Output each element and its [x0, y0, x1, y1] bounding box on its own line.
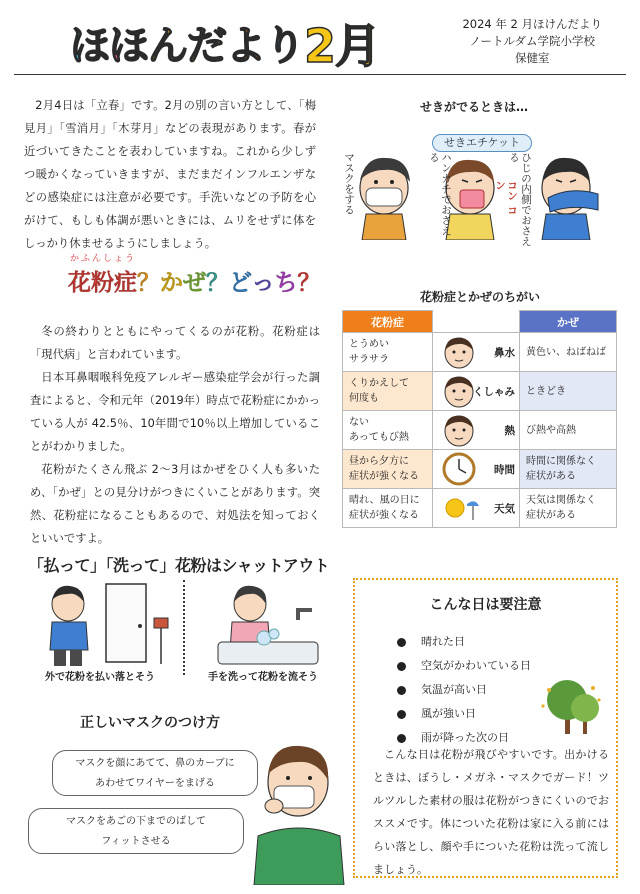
title-char: 月	[335, 19, 381, 73]
kafun-cell-line: 昼から夕方に	[349, 456, 409, 467]
kafun-cell-line: 症状が強くなる	[349, 510, 419, 521]
caution-body: こんな日は花粉が飛びやすいです。出かけるときは、ぼうし・メガネ・マスクでガード！ツルツルした素材の服は花粉がつきにくいのでおススメです。体についた花粉は家に入る前にはらい落とし、顔や手についた花粉は洗って流しましょう。	[373, 748, 609, 876]
mask-tip-bubble-2	[28, 808, 244, 854]
caution-item: 雨が降った次の日	[397, 726, 531, 750]
brush-off-illustration	[40, 580, 180, 670]
kafun-heading	[68, 264, 321, 297]
title-char: よ	[226, 23, 265, 69]
title-char: り	[265, 23, 304, 69]
school-name: ノートルダム学院小学校	[469, 34, 596, 48]
header-kaze: かぜ	[520, 311, 617, 333]
caution-box	[353, 578, 618, 878]
mask-boy-illustration	[252, 740, 347, 885]
caution-item: 空気がかわいている日	[397, 654, 531, 678]
sun-icon	[439, 490, 479, 526]
kafun-cell	[343, 333, 433, 372]
caution-list	[397, 630, 531, 750]
kafun-heading-part: ど	[229, 270, 252, 296]
handkerchief-child-illustration	[446, 160, 494, 240]
kafun-paragraph-2: 日本耳鼻咽喉科免疫アレルギー感染症学会が行った調査によると、令和元年（2019年）時点で花粉症にかかっている人が 42.5％、10年間で10％以上増加していることがわかりました。	[30, 371, 320, 453]
kaze-cell-line: 症状がある	[526, 510, 576, 521]
kafun-heading-part: ぜ	[183, 270, 206, 296]
title-char: ほ	[70, 23, 109, 69]
title-char: 2	[304, 19, 336, 73]
header-info	[462, 16, 602, 67]
etiquette-label: せきエチケット	[432, 134, 532, 152]
kafun-heading-part: ち	[274, 270, 298, 296]
title-char: ほ	[109, 23, 148, 69]
kafun-cell-line: ない	[349, 417, 369, 428]
kaze-cell-line: 黄色い、ねばねば	[526, 346, 606, 358]
kaze-cell	[520, 333, 617, 372]
kafun-cell	[343, 450, 433, 489]
symptom-label: くしゃみ	[473, 386, 515, 398]
compare-row	[343, 489, 617, 528]
kaze-cell	[520, 372, 617, 411]
kafun-paragraph-3: 花粉がたくさん飛ぶ 2～3月はかぜをひく人も多いため、「かぜ」との見分けがつきにくいことがあります。突然、花粉症になることもあるので、対処法を知っておくといいですよ。	[30, 463, 320, 545]
kafun-cell-line: サラサラ	[349, 354, 389, 365]
kafun-reading: かふんしょう	[70, 254, 137, 264]
hand-wash-illustration	[200, 580, 330, 670]
mask-tip-2-line-2: フィットさせる	[101, 836, 171, 847]
clock-icon	[439, 451, 479, 487]
mask-child-illustration	[360, 158, 410, 240]
caution-item: 晴れた日	[397, 630, 531, 654]
kaze-cell-line: 天気は関係なく	[526, 495, 596, 506]
symptom-cell	[433, 372, 520, 411]
header-rule	[14, 74, 626, 75]
date-line: 2024 年 2 月ほけんだより	[462, 17, 602, 31]
tree-pollen-illustration	[535, 676, 605, 736]
elbow-child-illustration	[542, 158, 598, 240]
face-icon	[439, 412, 479, 448]
kafun-heading-part: か	[160, 270, 183, 296]
cough-illustrations	[352, 150, 622, 240]
compare-row	[343, 450, 617, 489]
shatto-heading: 「払って」「洗って」花粉はシャットアウト	[28, 556, 330, 575]
symptom-label: 熱	[504, 425, 515, 437]
kaze-cell	[520, 450, 617, 489]
symptom-cell	[433, 333, 520, 372]
caution-item: 気温が高い日	[397, 678, 531, 702]
mask-tip-bubble-1	[52, 750, 258, 796]
caption-hand-wash: 手を洗って花粉を流そう	[208, 672, 318, 683]
office-name: 保健室	[514, 51, 550, 65]
symptom-label: 天気	[494, 503, 515, 515]
intro-paragraph: 2月4日は「立春」です。2月の別の言い方として、「梅見月」「雪消月」「木芽月」などの表現があります。春が近づいてきたことを表わしていますね。これから少しずつ暖かくなっていきますが、まだまだインフルエンザなどの感染症には注意が必要です。手洗いなどの予防を心がけて、もしも体調が悪いときには、ムリをせずに体をしっかり休ませるようにしましょう。	[24, 99, 316, 250]
compare-row	[343, 372, 617, 411]
header-blank	[433, 311, 520, 333]
kafun-paragraph-1: 冬の終わりとともにやってくるのが花粉。花粉症は「現代病」と言われています。	[30, 325, 320, 361]
kafun-cell-line: 何度も	[349, 393, 379, 404]
kaze-cell-line: 時間に関係なく	[526, 456, 596, 467]
label-elbow: ひじの内側でおさえる	[508, 152, 532, 247]
symptom-label: 鼻水	[494, 347, 515, 359]
title-char: だ	[187, 23, 226, 69]
newsletter-title-logo	[70, 12, 410, 72]
kafun-cell-line: 症状が強くなる	[349, 471, 419, 482]
kafun-heading-part: ？	[206, 270, 229, 296]
door-icon	[106, 584, 146, 662]
caption-brush-off: 外で花粉を払い落とそう	[45, 672, 155, 683]
mask-tip-1-line-2: あわせてワイヤーをまげる	[95, 778, 215, 789]
kafun-cell-line: あってもび熱	[349, 432, 409, 443]
kaze-cell-line: ときどき	[526, 385, 566, 397]
mask-tip-2-line-1: マスクをあごの下までのばして	[66, 816, 206, 827]
kaze-cell	[520, 489, 617, 528]
kafun-body	[30, 320, 320, 550]
cough-section-title: せきがでるときは…	[420, 100, 529, 114]
kafun-heading-part: ？	[297, 270, 321, 296]
mask-tip-1-line-1: マスクを顔にあてて、鼻のカーブに	[75, 758, 235, 769]
kafun-heading-part: 花粉症	[68, 270, 137, 296]
kafun-cell	[343, 489, 433, 528]
face-icon	[439, 334, 479, 370]
faucet-icon	[298, 610, 312, 620]
header-kafun: 花粉症	[343, 311, 433, 333]
compare-row	[343, 411, 617, 450]
symptom-cell	[433, 489, 520, 528]
label-handkerchief: ハンカチでおさえる	[428, 152, 452, 236]
section-divider	[183, 580, 185, 675]
label-mask: マスクをする	[343, 152, 355, 215]
kaze-cell-line: び熱や高熱	[526, 424, 576, 436]
cough-sound: コン コン	[494, 180, 518, 216]
compare-table	[342, 310, 617, 528]
caution-heading: こんな日は要注意	[429, 597, 542, 613]
kafun-cell-line: とうめい	[349, 339, 389, 350]
kafun-cell	[343, 372, 433, 411]
kafun-heading-part: っ	[251, 270, 275, 296]
kafun-heading-part: ？	[137, 270, 160, 296]
compare-table-body	[343, 333, 617, 528]
kaze-cell	[520, 411, 617, 450]
compare-row	[343, 333, 617, 372]
kafun-cell-line: 晴れ、風の日に	[349, 495, 420, 506]
symptom-label: 時間	[494, 464, 515, 476]
kafun-cell	[343, 411, 433, 450]
title-char: ん	[148, 23, 187, 69]
symptom-cell	[433, 450, 520, 489]
caution-item: 風が強い日	[397, 702, 531, 726]
kaze-cell-line: 症状がある	[526, 471, 576, 482]
compare-table-title: 花粉症とかぜのちがい	[420, 290, 541, 304]
symptom-cell	[433, 411, 520, 450]
kafun-cell-line: くりかえして	[349, 378, 409, 389]
mask-heading: 正しいマスクのつけ方	[80, 715, 220, 731]
